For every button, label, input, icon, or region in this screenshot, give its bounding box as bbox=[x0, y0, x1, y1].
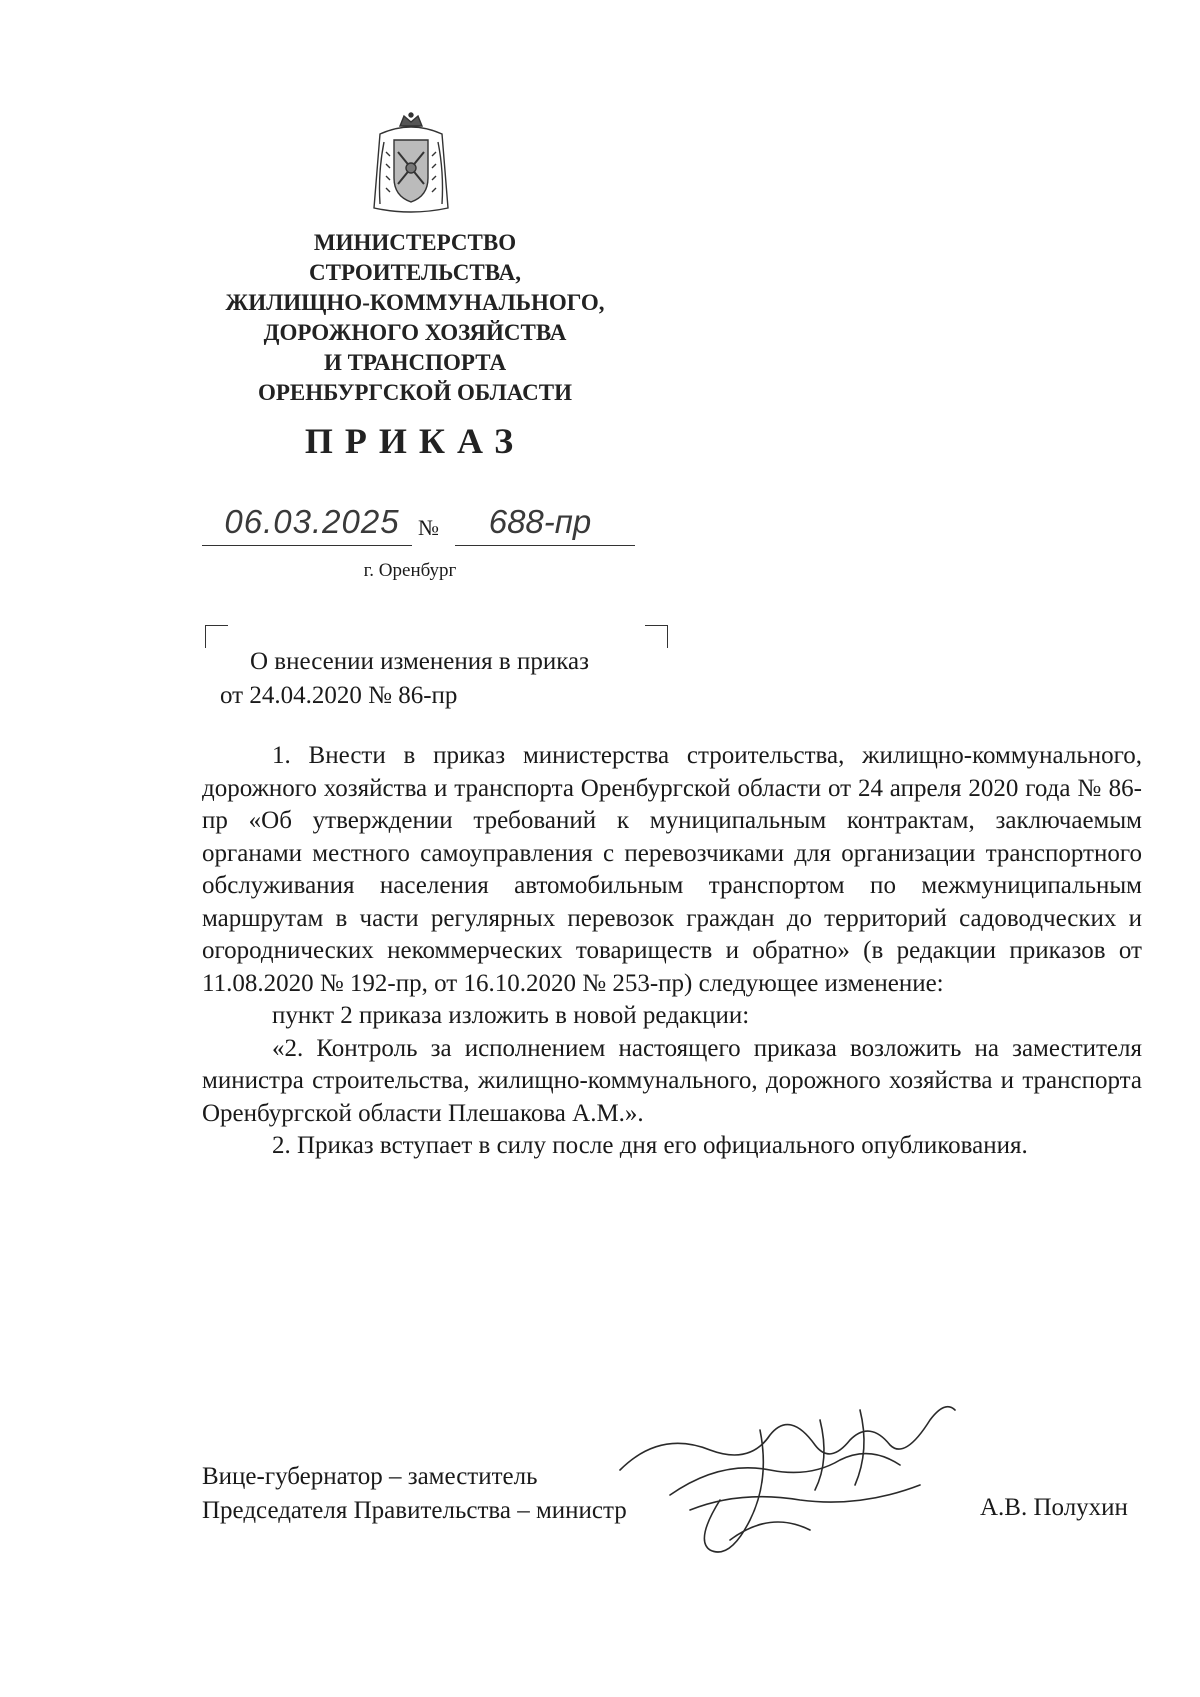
subject-line: О внесении изменения в приказ bbox=[250, 648, 589, 675]
handwritten-signature bbox=[600, 1390, 960, 1590]
subject-line: от 24.04.2020 № 86-пр bbox=[220, 682, 458, 709]
coat-of-arms-icon bbox=[370, 112, 452, 216]
number-underline bbox=[455, 545, 635, 546]
ministry-line: ОРЕНБУРГСКОЙ ОБЛАСТИ bbox=[257, 380, 573, 405]
city: г. Оренбург bbox=[363, 560, 457, 581]
paragraph-2: пункт 2 приказа изложить в новой редакции: bbox=[272, 1002, 750, 1029]
paragraph-1: 1. Внести в приказ министерства строительства, жилищно-коммунального, дорожного хозяйства и транспорта Оренбургской области от 24 апреля 2020 года № 86-пр «Об утверждении требований к муниципальным контрактам, заключаемым органами местного самоуправления с перевозчиками для организации транспортного обслуживания населения автомобильным транспортом по межмуниципальным маршрутам в части регулярных перевозок граждан до территорий садоводческих и огороднических некоммерческих товариществ и обратно» (в редакции приказов от 11.08.2020 № 192-пр, от 16.10.2020 № 253-пр) следующее изменение: bbox=[202, 742, 1142, 997]
ministry-name bbox=[200, 228, 630, 408]
ministry-line: МИНИСТЕРСТВО bbox=[313, 230, 517, 255]
signatory-name: А.В. Полухин bbox=[980, 1494, 1128, 1521]
paragraph-3: «2. Контроль за исполнением настоящего приказа возложить на заместителя министра строительства, жилищно-коммунального, дорожного хозяйства и транспорта Оренбургской области Плешакова А.М.». bbox=[202, 1034, 1142, 1127]
ministry-line: ЖИЛИЩНО-КОММУНАЛЬНОГО, bbox=[225, 290, 605, 315]
subject bbox=[220, 645, 589, 713]
number-sign: № bbox=[418, 515, 439, 540]
position-line: Председателя Правительства – министр bbox=[202, 1497, 627, 1524]
signatory-position bbox=[202, 1460, 627, 1528]
paragraph-4: 2. Приказ вступает в силу после дня его официального опубликования. bbox=[272, 1132, 1028, 1159]
order-date: 06.03.2025 bbox=[224, 503, 400, 540]
document-type: ПРИКАЗ bbox=[304, 421, 526, 461]
date-underline bbox=[202, 545, 412, 546]
order-body bbox=[202, 740, 1142, 1163]
ministry-line: СТРОИТЕЛЬСТВА, bbox=[309, 260, 521, 285]
ministry-line: И ТРАНСПОРТА bbox=[323, 350, 507, 375]
subject-corner-right bbox=[645, 625, 668, 648]
ministry-line: ДОРОЖНОГО ХОЗЯЙСТВА bbox=[263, 320, 567, 345]
position-line: Вице-губернатор – заместитель bbox=[202, 1463, 538, 1490]
order-number: 688-пр bbox=[488, 503, 592, 540]
